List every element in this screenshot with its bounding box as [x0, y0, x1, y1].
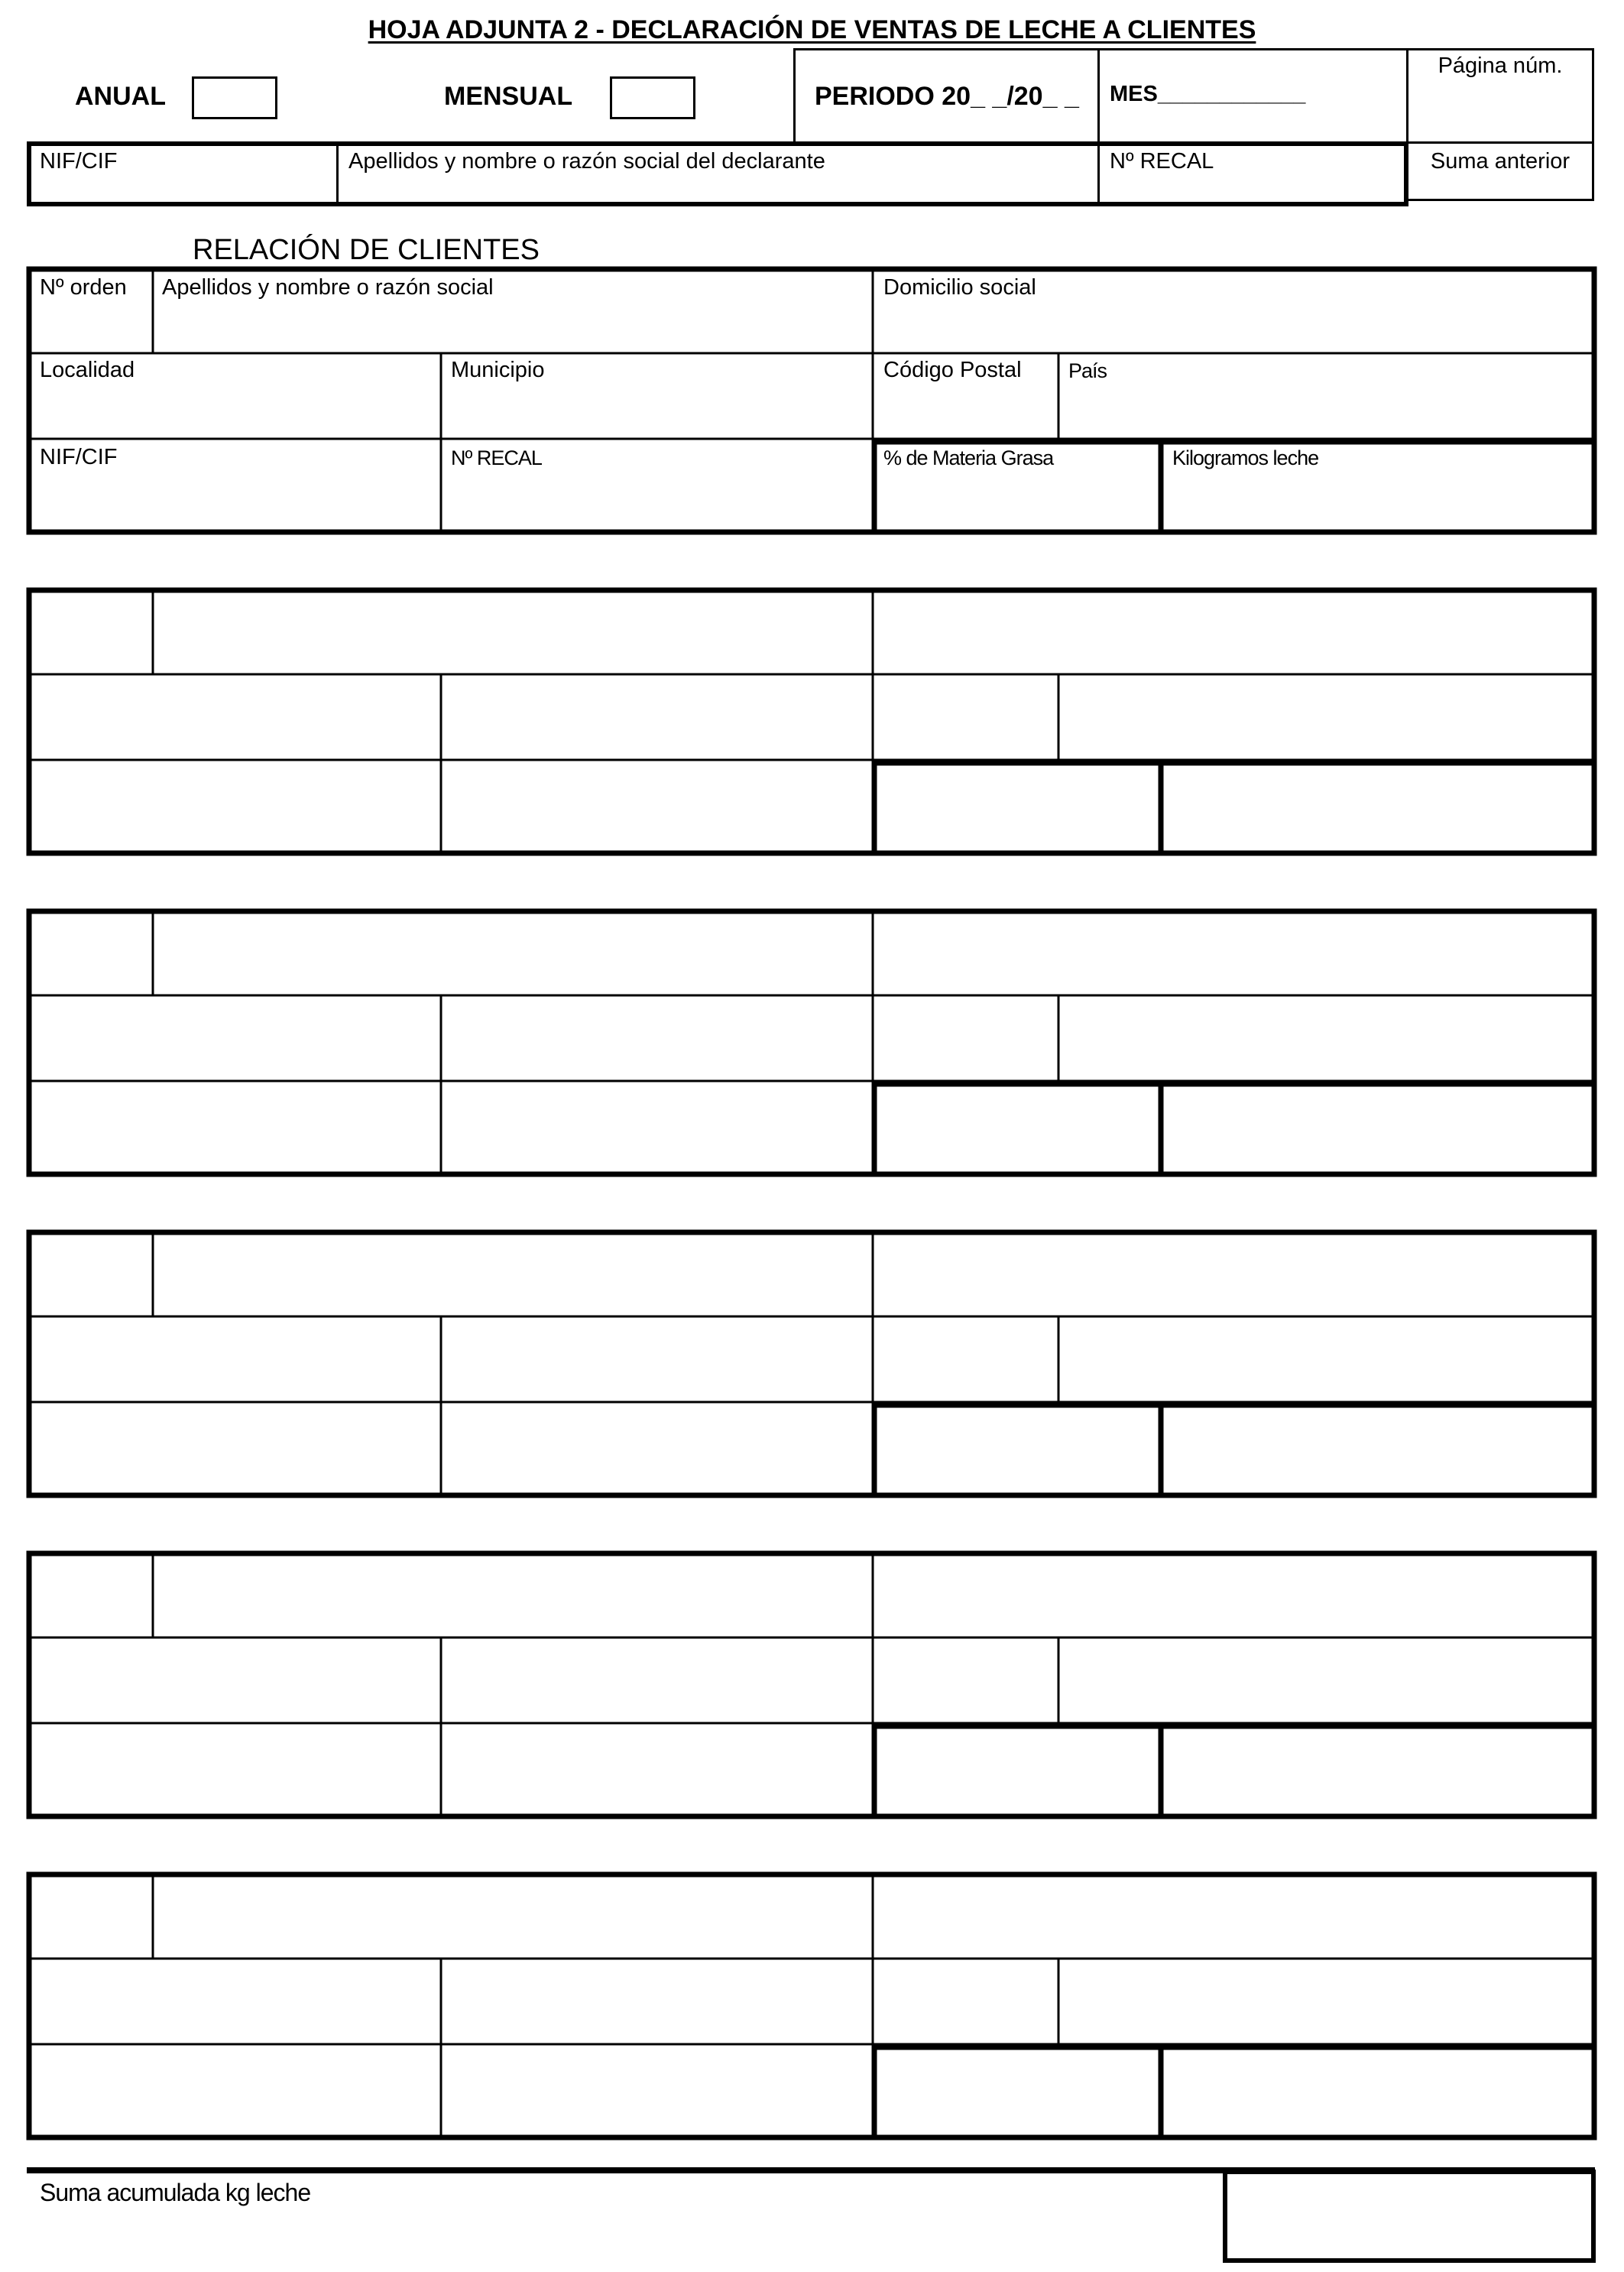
- recal-label: Nº RECAL: [451, 446, 542, 469]
- nombre-label: Apellidos y nombre o razón social: [162, 275, 494, 300]
- kilogramos-field[interactable]: [1161, 1084, 1594, 1174]
- declarante-name-label: Apellidos y nombre o razón social del declarante: [348, 149, 825, 174]
- localidad-label: Localidad: [40, 358, 135, 382]
- codigo-postal-label: Código Postal: [883, 358, 1022, 382]
- declarante-recal-label: Nº RECAL: [1110, 149, 1214, 174]
- pais-label: País: [1068, 359, 1107, 382]
- materia-grasa-field[interactable]: [874, 1726, 1161, 1816]
- pagina-label: Página núm.: [1438, 54, 1563, 78]
- kilogramos-label: Kilogramos leche: [1172, 446, 1319, 469]
- suma-acumulada-label: Suma acumulada kg leche: [40, 2179, 311, 2206]
- section-title: RELACIÓN DE CLIENTES: [193, 234, 540, 266]
- domicilio-label: Domicilio social: [883, 275, 1036, 300]
- materia-grasa-label: % de Materia Grasa: [883, 446, 1054, 469]
- mes-label[interactable]: MES____________: [1110, 82, 1306, 106]
- kilogramos-field[interactable]: [1161, 1405, 1594, 1495]
- kilogramos-field[interactable]: [1161, 1726, 1594, 1816]
- orden-label: Nº orden: [40, 275, 127, 300]
- declarante-nif-label: NIF/CIF: [40, 149, 118, 174]
- kilogramos-field[interactable]: [1161, 763, 1594, 853]
- document-title: HOJA ADJUNTA 2 - DECLARACIÓN DE VENTAS DE LECHE A CLIENTES: [368, 15, 1256, 44]
- municipio-label: Municipio: [451, 358, 545, 382]
- mensual-label: MENSUAL: [444, 82, 573, 111]
- kilogramos-field[interactable]: [1161, 2047, 1594, 2137]
- materia-grasa-field[interactable]: [874, 2047, 1161, 2137]
- materia-grasa-field[interactable]: [874, 763, 1161, 853]
- suma-anterior-label: Suma anterior: [1430, 149, 1571, 174]
- periodo-label: PERIODO 20_ _/20_ _: [815, 82, 1079, 111]
- materia-grasa-field[interactable]: [874, 1084, 1161, 1174]
- materia-grasa-field[interactable]: [874, 1405, 1161, 1495]
- anual-label: ANUAL: [75, 82, 166, 111]
- nif-label: NIF/CIF: [40, 445, 118, 469]
- suma-acumulada-box[interactable]: [1223, 2170, 1596, 2263]
